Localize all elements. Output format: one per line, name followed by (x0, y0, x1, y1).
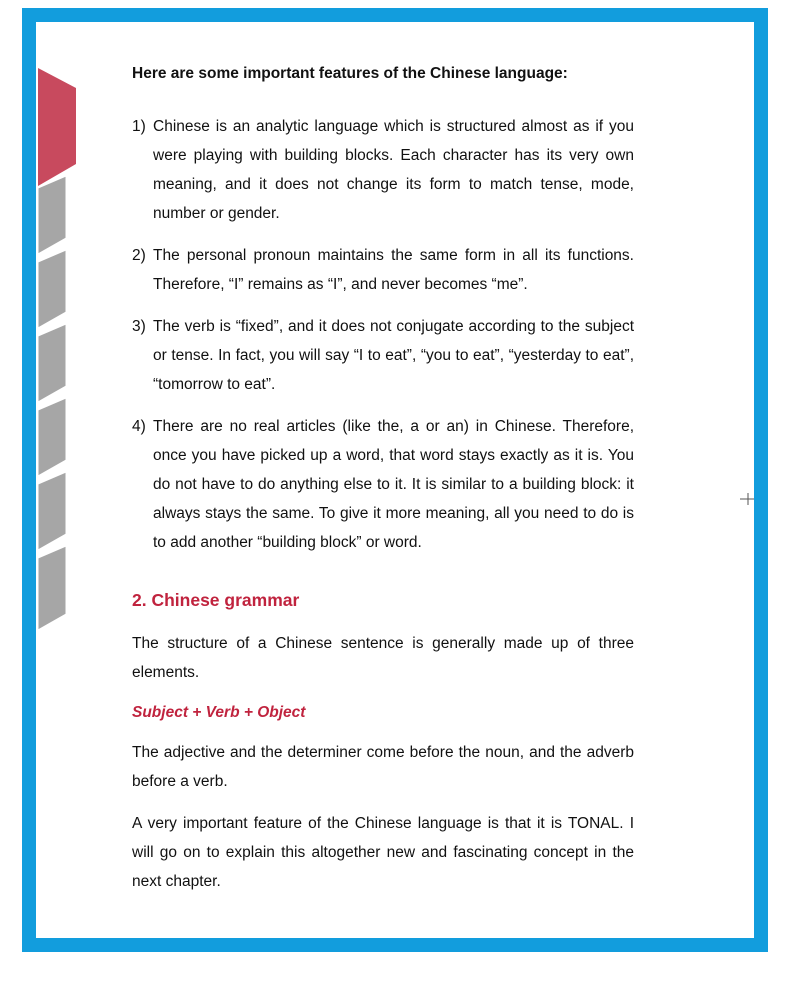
list-number: 1) (132, 118, 146, 135)
chapter-tab[interactable] (38, 324, 66, 402)
list-text: Chinese is an analytic language which is structured almost as if you were playing with building blocks. Each character has its very own meaning, and it does not change its form to match tense, mode, number or gender. (153, 118, 634, 222)
chapter-tab[interactable] (38, 250, 66, 328)
list-text: There are no real articles (like the, a or an) in Chinese. Therefore, once you have picked up a word, that word stays exactly as it is. You do not have to do anything else to it. It is similar to a building block: it always stays the same. To give it more meaning, all you need to do is to add another “building block” or word. (153, 418, 634, 551)
feature-list (132, 112, 634, 557)
list-number: 4) (132, 418, 146, 435)
paragraph-adjective: The adjective and the determiner come before the noun, and the adverb before a verb. (132, 744, 634, 790)
list-item (132, 412, 634, 557)
margin-marker-icon (740, 492, 754, 506)
section-heading: 2. Chinese grammar (132, 590, 300, 610)
list-item (132, 312, 634, 399)
chapter-tabs (38, 68, 78, 638)
chapter-tab-active[interactable] (38, 68, 76, 186)
list-number: 3) (132, 318, 146, 335)
chapter-tab[interactable] (38, 176, 66, 254)
list-number: 2) (132, 247, 146, 264)
chapter-tabs-graphic (38, 68, 78, 638)
chapter-tab[interactable] (38, 472, 66, 550)
list-text: The verb is “fixed”, and it does not conjugate according to the subject or tense. In fact, you will say “I to eat”, “you to eat”, “yesterday to eat”, “tomorrow to eat”. (153, 318, 634, 393)
list-text: The personal pronoun maintains the same form in all its functions. Therefore, “I” remains as “I”, and never becomes “me”. (153, 247, 634, 293)
chapter-tab[interactable] (38, 398, 66, 476)
paragraph-structure: The structure of a Chinese sentence is generally made up of three elements. (132, 635, 634, 681)
intro-heading: Here are some important features of the Chinese language: (132, 65, 568, 82)
main-content (132, 62, 634, 909)
list-item (132, 241, 634, 299)
paragraph-tonal: A very important feature of the Chinese language is that it is TONAL. I will go on to explain this altogether new and fascinating concept in the next chapter. (132, 815, 634, 890)
sentence-formula: Subject + Verb + Object (132, 704, 306, 721)
list-item (132, 112, 634, 228)
chapter-tab[interactable] (38, 546, 66, 630)
